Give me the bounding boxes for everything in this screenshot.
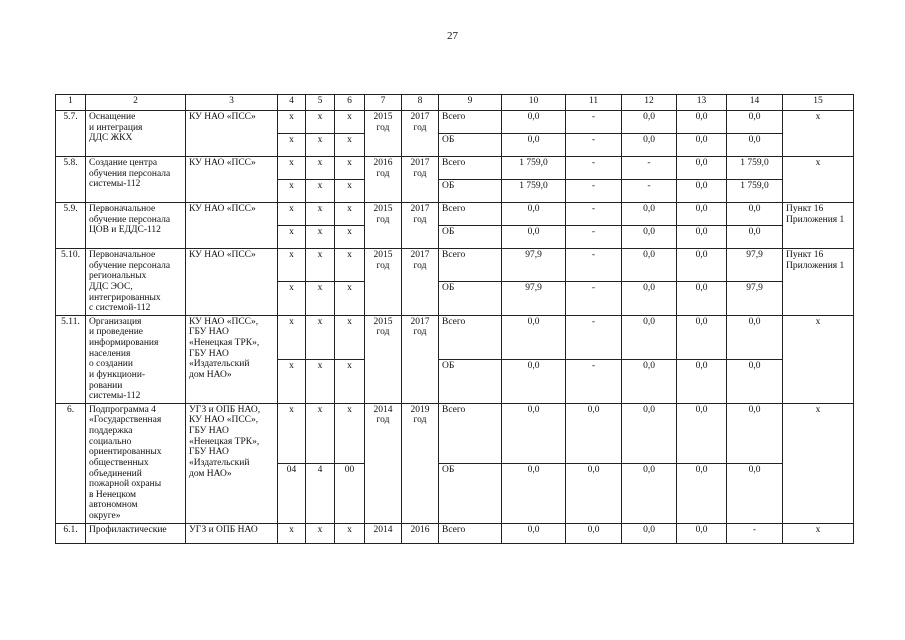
amount-cell-col14: 0,0: [727, 403, 783, 463]
funding-source-cell: Всего: [439, 315, 502, 359]
amount-cell-col14: 0,0: [727, 226, 783, 249]
table-row: [56, 403, 854, 463]
code-cell-col4: x: [278, 282, 306, 315]
amount-cell-col14: 0,0: [727, 315, 783, 359]
column-number-header: 8: [402, 95, 439, 111]
activity-name-cell: Подпрограмма 4 «Государственная поддержка социально ориентированных общественных объединений пожарной охраны в Ненецком автономном округе»: [86, 403, 186, 523]
amount-cell-col10: 1 759,0: [502, 157, 566, 180]
amount-cell-col12: 0,0: [622, 463, 677, 523]
start-year-cell: 2015 год: [365, 249, 402, 316]
code-cell-col4: x: [278, 203, 306, 226]
column-number-header: 5: [306, 95, 335, 111]
amount-cell-col11: -: [566, 111, 622, 134]
code-cell-col6: x: [335, 523, 365, 543]
code-cell-col6: x: [335, 157, 365, 180]
code-cell-col5: x: [306, 249, 335, 282]
amount-cell-col11: -: [566, 315, 622, 359]
start-year-cell: 2015 год: [365, 111, 402, 157]
code-cell-col6: x: [335, 249, 365, 282]
amount-cell-col13: 0,0: [677, 403, 727, 463]
row-number-cell: 5.8.: [56, 157, 86, 203]
code-cell-col5: x: [306, 523, 335, 543]
code-cell-col4: x: [278, 523, 306, 543]
code-cell-col6: x: [335, 180, 365, 203]
executor-cell: КУ НАО «ПСС»: [186, 249, 278, 316]
code-cell-col6: x: [335, 134, 365, 157]
amount-cell-col14: 97,9: [727, 249, 783, 282]
code-cell-col4: 04: [278, 463, 306, 523]
column-number-header: 2: [86, 95, 186, 111]
executor-cell: КУ НАО «ПСС»: [186, 111, 278, 157]
code-cell-col4: x: [278, 180, 306, 203]
funding-source-cell: Всего: [439, 523, 502, 543]
executor-cell: УГЗ и ОПБ НАО, КУ НАО «ПСС», ГБУ НАО «Ненецкая ТРК», ГБУ НАО «Издательский дом НАО»: [186, 403, 278, 523]
amount-cell-col12: 0,0: [622, 403, 677, 463]
table-body: [56, 95, 854, 544]
code-cell-col4: x: [278, 403, 306, 463]
amount-cell-col12: 0,0: [622, 134, 677, 157]
column-number-header: 9: [439, 95, 502, 111]
activity-name-cell: Организация и проведение информирования населения о создании и функциони- ровании системы-112: [86, 315, 186, 403]
amount-cell-col11: 0,0: [566, 523, 622, 543]
code-cell-col6: x: [335, 315, 365, 359]
activity-name-cell: Создание центра обучения персонала системы-112: [86, 157, 186, 203]
amount-cell-col11: 0,0: [566, 403, 622, 463]
code-cell-col5: x: [306, 180, 335, 203]
code-cell-col5: x: [306, 403, 335, 463]
activity-name-cell: Первоначальное обучение персонала ЦОВ и ЕДДС-112: [86, 203, 186, 249]
code-cell-col5: x: [306, 134, 335, 157]
column-number-header: 6: [335, 95, 365, 111]
column-number-row: [56, 95, 854, 111]
funding-source-cell: Всего: [439, 203, 502, 226]
start-year-cell: 2015 год: [365, 203, 402, 249]
amount-cell-col14: 0,0: [727, 203, 783, 226]
funding-source-cell: ОБ: [439, 134, 502, 157]
table-row: [56, 315, 854, 359]
column-number-header: 15: [783, 95, 854, 111]
start-year-cell: 2016 год: [365, 157, 402, 203]
table-row: [56, 523, 854, 543]
column-number-header: 7: [365, 95, 402, 111]
amount-cell-col13: 0,0: [677, 180, 727, 203]
amount-cell-col14: 0,0: [727, 111, 783, 134]
end-year-cell: 2016: [402, 523, 439, 543]
amount-cell-col13: 0,0: [677, 315, 727, 359]
row-number-cell: 5.10.: [56, 249, 86, 316]
end-year-cell: 2017 год: [402, 157, 439, 203]
amount-cell-col11: -: [566, 226, 622, 249]
column-number-header: 1: [56, 95, 86, 111]
code-cell-col6: x: [335, 226, 365, 249]
amount-cell-col10: 0,0: [502, 203, 566, 226]
amount-cell-col10: 97,9: [502, 249, 566, 282]
code-cell-col4: x: [278, 315, 306, 359]
code-cell-col5: x: [306, 359, 335, 403]
amount-cell-col12: 0,0: [622, 523, 677, 543]
code-cell-col6: x: [335, 403, 365, 463]
code-cell-col4: x: [278, 249, 306, 282]
amount-cell-col11: -: [566, 157, 622, 180]
table-row: [56, 111, 854, 134]
funding-source-cell: Всего: [439, 249, 502, 282]
amount-cell-col11: -: [566, 359, 622, 403]
row-number-cell: 5.7.: [56, 111, 86, 157]
amount-cell-col11: -: [566, 203, 622, 226]
amount-cell-col10: 0,0: [502, 315, 566, 359]
executor-cell: КУ НАО «ПСС»: [186, 157, 278, 203]
amount-cell-col10: 0,0: [502, 111, 566, 134]
code-cell-col4: x: [278, 111, 306, 134]
amount-cell-col13: 0,0: [677, 249, 727, 282]
amount-cell-col14: 0,0: [727, 134, 783, 157]
amount-cell-col10: 0,0: [502, 134, 566, 157]
start-year-cell: 2014 год: [365, 403, 402, 523]
funding-source-cell: ОБ: [439, 180, 502, 203]
row-number-cell: 6.1.: [56, 523, 86, 543]
end-year-cell: 2017 год: [402, 203, 439, 249]
activity-name-cell: Первоначальное обучение персонала региональных ДДС ЭОС, интегрированных с системой-112: [86, 249, 186, 316]
amount-cell-col14: -: [727, 523, 783, 543]
row-number-cell: 5.9.: [56, 203, 86, 249]
amount-cell-col10: 0,0: [502, 359, 566, 403]
amount-cell-col12: 0,0: [622, 249, 677, 282]
amount-cell-col12: 0,0: [622, 111, 677, 134]
code-cell-col4: x: [278, 359, 306, 403]
executor-cell: УГЗ и ОПБ НАО: [186, 523, 278, 543]
amount-cell-col12: 0,0: [622, 226, 677, 249]
amount-cell-col14: 0,0: [727, 463, 783, 523]
amount-cell-col10: 0,0: [502, 463, 566, 523]
amount-cell-col13: 0,0: [677, 359, 727, 403]
amount-cell-col11: -: [566, 180, 622, 203]
funding-source-cell: Всего: [439, 403, 502, 463]
amount-cell-col13: 0,0: [677, 226, 727, 249]
code-cell-col6: x: [335, 359, 365, 403]
code-cell-col5: x: [306, 282, 335, 315]
amount-cell-col12: 0,0: [622, 282, 677, 315]
column-number-header: 3: [186, 95, 278, 111]
code-cell-col5: x: [306, 111, 335, 134]
code-cell-col6: x: [335, 282, 365, 315]
end-year-cell: 2019 год: [402, 403, 439, 523]
row-number-cell: 5.11.: [56, 315, 86, 403]
amount-cell-col10: 0,0: [502, 226, 566, 249]
funding-source-cell: ОБ: [439, 463, 502, 523]
start-year-cell: 2015 год: [365, 315, 402, 403]
funding-source-cell: ОБ: [439, 359, 502, 403]
end-year-cell: 2017 год: [402, 111, 439, 157]
code-cell-col4: x: [278, 157, 306, 180]
amount-cell-col12: -: [622, 157, 677, 180]
amount-cell-col10: 97,9: [502, 282, 566, 315]
amount-cell-col13: 0,0: [677, 111, 727, 134]
amount-cell-col13: 0,0: [677, 134, 727, 157]
table-row: [56, 249, 854, 282]
note-cell: x: [783, 523, 854, 543]
code-cell-col5: x: [306, 315, 335, 359]
amount-cell-col11: -: [566, 282, 622, 315]
activity-name-cell: Оснащение и интеграция ДДС ЖКХ: [86, 111, 186, 157]
note-cell: Пункт 16 Приложения 1: [783, 203, 854, 249]
amount-cell-col12: 0,0: [622, 315, 677, 359]
amount-cell-col13: 0,0: [677, 282, 727, 315]
note-cell: x: [783, 157, 854, 203]
code-cell-col5: 4: [306, 463, 335, 523]
executor-cell: КУ НАО «ПСС»: [186, 203, 278, 249]
code-cell-col6: x: [335, 203, 365, 226]
end-year-cell: 2017 год: [402, 315, 439, 403]
code-cell-col6: 00: [335, 463, 365, 523]
amount-cell-col13: 0,0: [677, 463, 727, 523]
amount-cell-col14: 97,9: [727, 282, 783, 315]
code-cell-col5: x: [306, 157, 335, 180]
amount-cell-col14: 0,0: [727, 359, 783, 403]
column-number-header: 10: [502, 95, 566, 111]
amount-cell-col13: 0,0: [677, 157, 727, 180]
column-number-header: 12: [622, 95, 677, 111]
amount-cell-col10: 0,0: [502, 523, 566, 543]
amount-cell-col14: 1 759,0: [727, 180, 783, 203]
column-number-header: 11: [566, 95, 622, 111]
column-number-header: 4: [278, 95, 306, 111]
code-cell-col5: x: [306, 226, 335, 249]
column-number-header: 14: [727, 95, 783, 111]
code-cell-col4: x: [278, 226, 306, 249]
funding-source-cell: Всего: [439, 111, 502, 134]
note-cell: Пункт 16 Приложения 1: [783, 249, 854, 316]
amount-cell-col11: -: [566, 249, 622, 282]
code-cell-col5: x: [306, 203, 335, 226]
amount-cell-col12: 0,0: [622, 203, 677, 226]
end-year-cell: 2017 год: [402, 249, 439, 316]
table-row: [56, 157, 854, 180]
row-number-cell: 6.: [56, 403, 86, 523]
amount-cell-col10: 1 759,0: [502, 180, 566, 203]
executor-cell: КУ НАО «ПСС», ГБУ НАО «Ненецкая ТРК», ГБУ НАО «Издательский дом НАО»: [186, 315, 278, 403]
amount-cell-col11: -: [566, 134, 622, 157]
amount-cell-col14: 1 759,0: [727, 157, 783, 180]
amount-cell-col11: 0,0: [566, 463, 622, 523]
code-cell-col6: x: [335, 111, 365, 134]
amount-cell-col13: 0,0: [677, 203, 727, 226]
amount-cell-col10: 0,0: [502, 403, 566, 463]
amount-cell-col12: 0,0: [622, 359, 677, 403]
funding-source-cell: ОБ: [439, 226, 502, 249]
funding-source-cell: ОБ: [439, 282, 502, 315]
table-row: [56, 203, 854, 226]
amount-cell-col13: 0,0: [677, 523, 727, 543]
note-cell: x: [783, 315, 854, 403]
amount-cell-col12: -: [622, 180, 677, 203]
budget-table: [55, 94, 854, 544]
activity-name-cell: Профилактические: [86, 523, 186, 543]
start-year-cell: 2014: [365, 523, 402, 543]
note-cell: x: [783, 111, 854, 157]
column-number-header: 13: [677, 95, 727, 111]
code-cell-col4: x: [278, 134, 306, 157]
funding-source-cell: Всего: [439, 157, 502, 180]
page-number: 27: [447, 30, 458, 42]
note-cell: x: [783, 403, 854, 523]
